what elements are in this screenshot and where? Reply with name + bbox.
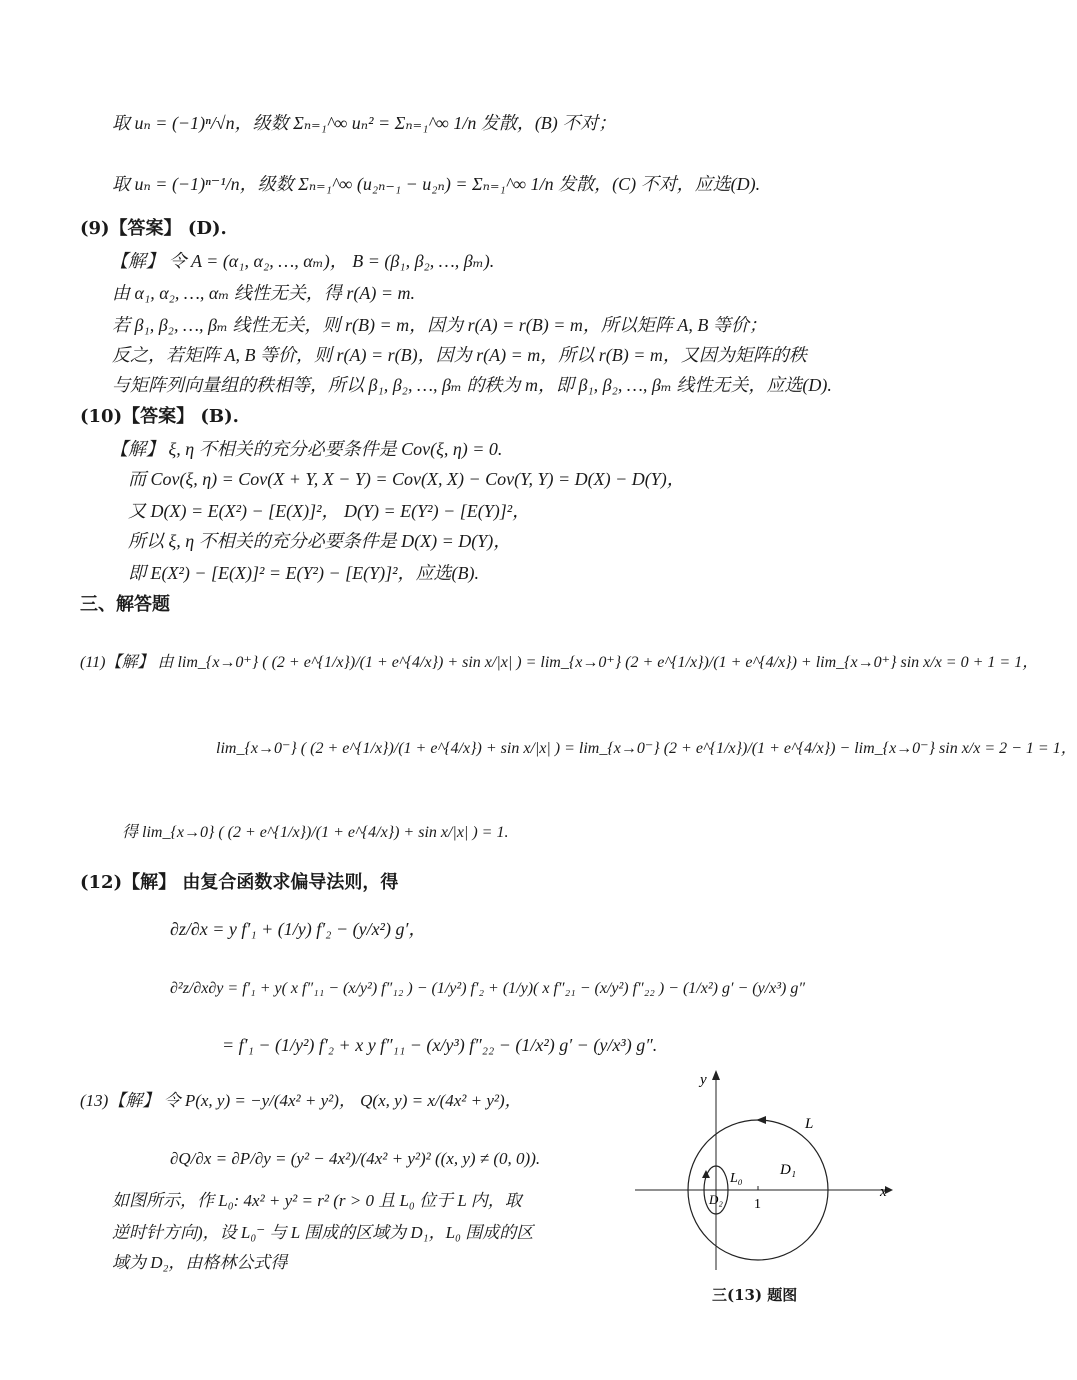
- label-D1: D₁: [780, 1162, 797, 1178]
- solution-10-line-5: 即 E(X²) − [E(X)]² = E(Y²) − [E(Y)]²，应选(B).: [128, 563, 479, 583]
- label-L: L: [805, 1116, 814, 1132]
- solution-13-line-5: 域为 D₂，由格林公式得: [112, 1253, 288, 1272]
- solution-12-heading: (12)【解】 由复合函数求偏导法则，得: [80, 872, 399, 893]
- solution-11-line-3: 得 lim_{x→0} ( (2 + e^{1/x})/(1 + e^{4/x}) + sin x/|x| ) = 1.: [122, 824, 509, 841]
- answer-10-heading: (10)【答案】 (B).: [80, 406, 239, 427]
- solution-13-line-2: ∂Q/∂x = ∂P/∂y = (y² − 4x²)/(4x² + y²)² ((x, y) ≠ (0, 0)).: [170, 1149, 541, 1168]
- solution-9-line-2: 由 α₁, α₂, …, αₘ 线性无关，得 r(A) = m.: [112, 283, 416, 303]
- solution-9-line-5: 与矩阵列向量组的秩相等，所以 β₁, β₂, …, βₘ 的秩为 m，即 β₁, β₂, …, βₘ 线性无关，应选(D).: [112, 375, 832, 395]
- label-L0: L₀: [730, 1171, 743, 1186]
- solution-10-line-1: 【解】 ξ, η 不相关的充分必要条件是 Cov(ξ, η) = 0.: [110, 439, 503, 459]
- text-line-1: 取 uₙ = (−1)ⁿ/√n，级数 Σₙ₌₁^∞ uₙ² = Σₙ₌₁^∞ 1/n 发散，(B) 不对；: [112, 113, 617, 133]
- solution-13-line-4: 逆时针方向)，设 L₀⁻ 与 L 围成的区域为 D₁，L₀ 围成的区: [112, 1223, 534, 1242]
- solution-9-line-3: 若 β₁, β₂, …, βₘ 线性无关，则 r(B) = m，因为 r(A) = r(B) = m，所以矩阵 A, B 等价；: [112, 315, 767, 335]
- solution-10-line-3: 又 D(X) = E(X²) − [E(X)]²， D(Y) = E(Y²) − [E(Y)]²，: [128, 501, 531, 521]
- solution-12-line-1: ∂z/∂x = y f′₁ + (1/y) f′₂ − (y/x²) g′，: [170, 919, 427, 939]
- solution-11-line-1: (11)【解】 由 lim_{x→0⁺} ( (2 + e^{1/x})/(1 + e^{4/x}) + sin x/|x| ) = lim_{x→0⁺} (2 + e^{1/x})/(1 + e^{4/x}) + lim_{x→0⁺} sin x/x = 0 + 1 = 1，: [80, 654, 1039, 671]
- solution-13-line-3: 如图所示，作 L₀: 4x² + y² = r² (r > 0 且 L₀ 位于 L 内，取: [112, 1191, 522, 1210]
- solution-9-line-1: 【解】 令 A = (α₁, α₂, …, αₘ)， B = (β₁, β₂, …, βₘ).: [110, 251, 495, 271]
- section-heading: 三、解答题: [80, 594, 170, 615]
- text-line-2: 取 uₙ = (−1)ⁿ⁻¹/n，级数 Σₙ₌₁^∞ (u₂ₙ₋₁ − u₂ₙ) = Σₙ₌₁^∞ 1/n 发散，(C) 不对，应选(D).: [112, 174, 761, 194]
- y-axis-arrow-icon: [712, 1070, 720, 1080]
- figure-13: [630, 1060, 900, 1280]
- x-axis-label: x: [880, 1184, 887, 1200]
- solution-10-line-2: 而 Cov(ξ, η) = Cov(X + Y, X − Y) = Cov(X, X) − Cov(Y, Y) = D(X) − D(Y)，: [128, 469, 685, 489]
- solution-13-line-1: (13)【解】 令 P(x, y) = −y/(4x² + y²)， Q(x, y) = x/(4x² + y²)，: [80, 1091, 522, 1110]
- solution-12-line-2: ∂²z/∂x∂y = f′₁ + y( x f″₁₁ − (x/y²) f″₁₂ ) − (1/y²) f′₂ + (1/y)( x f″₂₁ − (x/y²) f″₂₂ ) − (1/x²) g′ − (y/x³) g″: [170, 980, 806, 997]
- figure-caption: 三(13) 题图: [712, 1286, 798, 1304]
- label-one: 1: [754, 1197, 761, 1212]
- solution-11-line-2: lim_{x→0⁻} ( (2 + e^{1/x})/(1 + e^{4/x}) + sin x/|x| ) = lim_{x→0⁻} (2 + e^{1/x})/(1 + e^{4/x}) − lim_{x→0⁻} sin x/x = 2 − 1 = 1，: [216, 740, 1077, 757]
- solution-9-line-4: 反之，若矩阵 A, B 等价，则 r(A) = r(B)，因为 r(A) = m，所以 r(B) = m，又因为矩阵的秩: [112, 345, 807, 365]
- label-D2: D₂: [709, 1192, 723, 1207]
- solution-10-line-4: 所以 ξ, η 不相关的充分必要条件是 D(X) = D(Y)，: [128, 531, 512, 551]
- y-axis-label: y: [700, 1072, 707, 1088]
- curve-L-arrow-icon: [756, 1116, 766, 1124]
- answer-9-heading: (9)【答案】 (D).: [80, 218, 227, 239]
- solution-12-line-3: = f′₁ − (1/y²) f′₂ + x y f″₁₁ − (x/y³) f″₂₂ − (1/x²) g′ − (y/x³) g″.: [222, 1035, 658, 1055]
